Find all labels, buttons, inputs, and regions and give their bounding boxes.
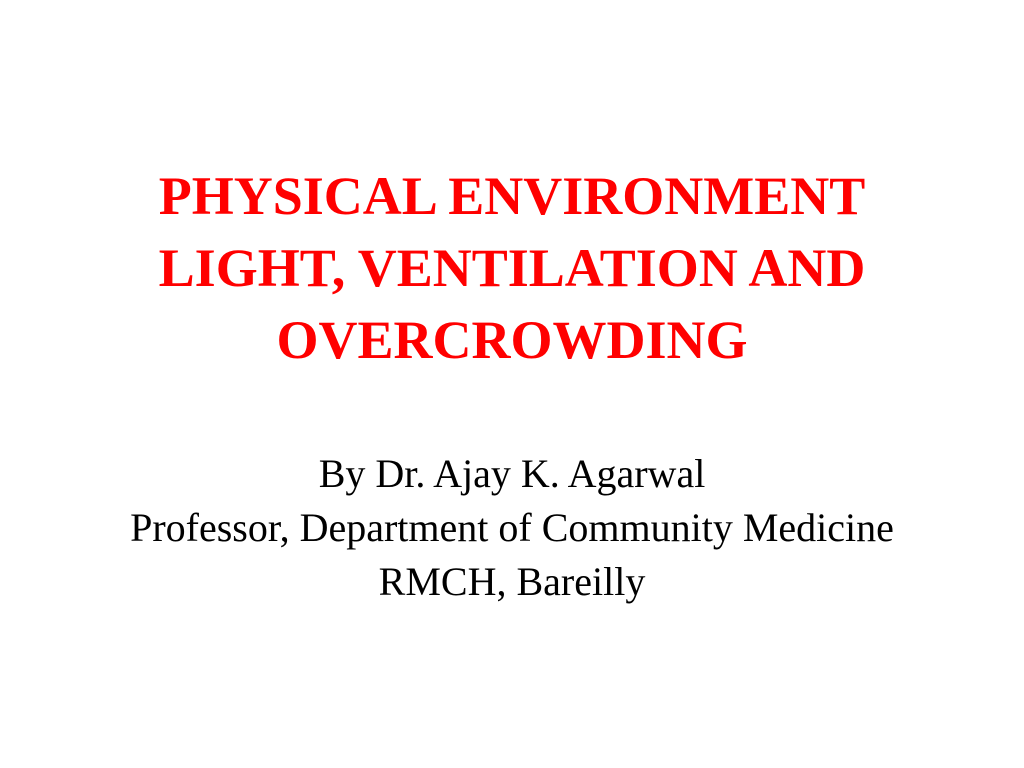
title-line-1: PHYSICAL ENVIRONMENT xyxy=(158,166,866,226)
designation-line: Professor, Department of Community Medicine xyxy=(130,505,894,550)
institution-line: RMCH, Bareilly xyxy=(378,559,646,604)
title-line-3: OVERCROWDING xyxy=(276,310,748,370)
slide-subtitle xyxy=(0,447,1024,609)
slide-title xyxy=(0,160,1024,376)
author-line: By Dr. Ajay K. Agarwal xyxy=(318,451,706,496)
title-line-2: LIGHT, VENTILATION AND xyxy=(158,238,866,298)
